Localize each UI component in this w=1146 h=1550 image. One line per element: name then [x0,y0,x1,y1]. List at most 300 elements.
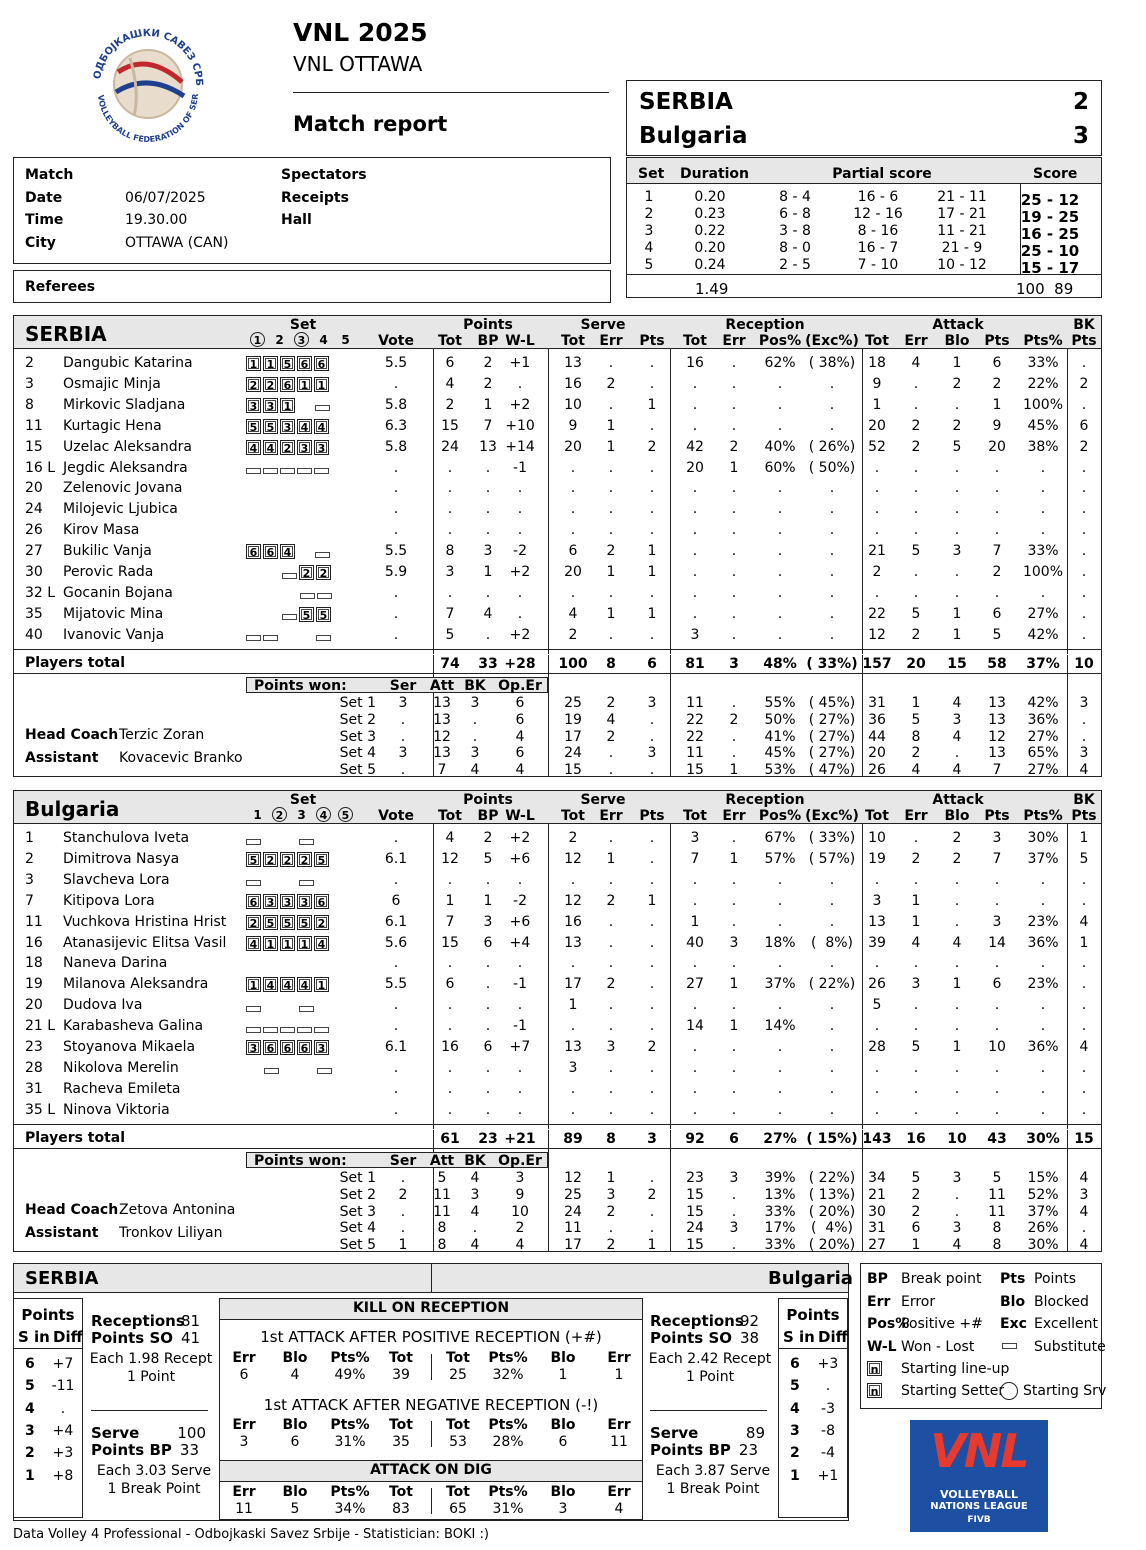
hall-label: Hall [281,212,312,228]
player-stat: 4 [911,934,921,951]
attack-col-header: Blo [550,1417,576,1433]
player-stat: . [731,417,737,434]
set-stat: 2 [911,745,921,762]
player-stat: . [913,1080,919,1097]
player-stat: . [692,522,698,539]
substitute-icon [297,468,312,474]
player-stat: +7 [509,1039,531,1055]
total-stat: 23 [478,1131,498,1147]
player-number: 27 [25,543,43,560]
points-won-value: . [400,1220,406,1237]
attack-group-header: Attack [932,317,984,333]
player-bk: . [1081,1080,1087,1097]
player-number: 35 L [25,1101,56,1118]
receptions-value: 92 [740,1312,760,1330]
player-name: Perovic Rada [63,564,154,580]
set-stat: 45% [764,745,796,762]
player-stat: . [777,396,783,413]
substitute-icon [317,593,332,599]
substitute-icon [282,573,297,579]
rotation-number: 6 [25,1356,35,1372]
player-bk: 5 [1079,850,1089,867]
player-stat: 14% [764,1018,796,1035]
attack-value: 6 [290,1434,300,1450]
column-header: Pts [984,333,1010,349]
starting-position-box: 3 [280,894,295,909]
player-stat: +10 [505,417,535,434]
set-score: 15 - 17 [1020,259,1080,277]
set-stat: 31 [868,1220,886,1237]
player-stat: -1 [513,976,527,993]
set-stat: . [731,1186,737,1203]
player-number: 40 [25,626,43,643]
player-stat: 6 [992,976,1002,993]
player-stat: 3 [911,976,921,993]
column-header: Err [904,808,928,824]
player-stat: . [731,997,737,1014]
column-header: Blo [944,333,970,349]
substitute-icon [280,1027,295,1033]
player-stat: . [608,480,614,497]
player-stat: . [954,892,960,909]
attack-col-header: Pts% [330,1417,370,1433]
player-stat: . [570,459,576,476]
player-stat: . [777,480,783,497]
partial-col-header: Partial score [832,166,932,182]
player-stat: ( 57%) [808,850,856,867]
divider [13,673,1102,674]
player-vote: . [393,605,399,622]
set-stat: 4 [952,1237,962,1254]
player-vote: 6.1 [384,850,408,867]
set-duration: 0.20 [694,189,726,205]
player-stat: . [570,584,576,601]
player-stat: 4 [445,830,455,846]
set-stat: 24 [564,1203,582,1220]
svg-text:VOLLEYBALL FEDERATION OF SERBI: VOLLEYBALL FEDERATION OF SER [96,93,201,145]
player-stat: . [649,830,655,846]
legend-desc: Won - Lost [901,1339,975,1355]
starting-position-box: 6 [263,1040,278,1055]
player-stat: . [954,584,960,601]
column-header: (Exc%) [805,808,859,824]
player-stat: 6 [568,543,578,560]
player-stat: . [517,480,523,497]
set-stat: 36% [1027,711,1059,728]
player-stat: 20 [868,417,886,434]
player-stat: . [731,1101,737,1118]
divider [91,1410,208,1411]
player-stat: 14 [988,934,1006,951]
player-stat: +6 [509,850,531,867]
set-stat: 2 [647,1186,657,1203]
set-stat: . [731,1237,737,1254]
svg-text:ОДБОЈКАШКИ САВЕЗ СРБИЈЕ: ОДБОЈКАШКИ САВЕЗ СРБ [92,27,205,87]
player-number: 23 [25,1039,43,1055]
starting-position-box: 5 [263,915,278,930]
starting-position-box: 3 [280,419,295,434]
player-vote: 5.6 [384,934,408,951]
column-header: Pos% [758,808,802,824]
player-number: 31 [25,1080,43,1097]
starting-position-box: 1 [280,398,295,413]
player-stat: . [1040,1059,1046,1076]
player-stat: . [777,1080,783,1097]
player-stat: . [829,564,835,580]
player-stat: -1 [513,459,527,476]
partial-score: 7 - 10 [857,257,899,273]
player-stat: . [994,1080,1000,1097]
player-stat: 13 [868,913,886,930]
player-stat: . [913,1059,919,1076]
player-stat: 22 [868,605,886,622]
divider [431,1354,432,1380]
player-stat: 1 [952,355,962,371]
set-stat: ( 4%) [810,1220,854,1237]
player-stat: . [692,396,698,413]
player-stat: -2 [513,892,527,909]
total-bk: 15 [1074,1131,1094,1147]
player-name: Dimitrova Nasya [63,850,180,867]
player-stat: -2 [513,543,527,560]
player-stat: 12 [868,626,886,643]
player-stat: 1 [952,976,962,993]
legend-desc: Positive +# [901,1316,983,1332]
player-number: 11 [25,913,43,930]
player-stat: 3 [445,564,455,580]
legend-key: BP [867,1271,888,1287]
set-stat: 23 [686,1170,704,1186]
set-stat: 24 [686,1220,704,1237]
player-stat: 9 [992,417,1002,434]
column-header: Tot [560,808,586,824]
starting-position-box: 1 [297,377,312,392]
player-stat: 1 [911,913,921,930]
points-won-value: 3 [470,1186,480,1203]
starting-position-box: 6 [314,894,329,909]
starting-position-box: 6 [263,544,278,559]
set-number: 2 [644,206,654,222]
player-stat: . [731,892,737,909]
starting-position-box: 4 [297,419,312,434]
player-number: 3 [25,871,34,888]
player-bk: . [1081,1059,1087,1076]
player-vote: . [393,501,399,518]
date-value: 06/07/2025 [125,190,206,206]
attack-col-header: Tot [388,1350,414,1366]
player-stat: . [692,480,698,497]
player-stat: 21 [868,543,886,560]
starting-position-box: 4 [263,440,278,455]
attack-col-header: Blo [282,1350,308,1366]
player-stat: . [1040,955,1046,972]
player-stat: 16 [686,355,704,371]
partial-score: 16 - 7 [857,240,899,256]
player-stat: . [485,626,491,643]
total-stat: 6 [647,656,657,672]
set-bk: 4 [1079,1203,1089,1220]
player-stat: . [1040,997,1046,1014]
player-stat: 27% [1027,605,1059,622]
column-divider [548,349,549,654]
points-won-value: . [400,1170,406,1186]
player-stat: . [649,871,655,888]
points-won-value: 2 [398,1186,408,1203]
player-stat: . [874,584,880,601]
player-stat: . [994,584,1000,601]
rotation-diff: +3 [817,1356,839,1372]
attack-value: 1 [558,1367,568,1383]
player-stat: 100% [1022,564,1064,580]
set-stat: ( 45%) [808,695,856,711]
player-stat: . [731,564,737,580]
player-stat: . [777,1039,783,1055]
set-stat: 3 [729,1220,739,1237]
player-vote: 6.3 [384,417,408,434]
legend-key: Blo [1000,1294,1026,1310]
points-won-value: 4 [470,1170,480,1186]
total-stat: 20 [906,656,926,672]
set-stat: 11 [988,1186,1006,1203]
player-stat: . [447,1101,453,1118]
player-stat: 1 [606,417,616,434]
total-stat: 16 [906,1131,926,1147]
column-divider [862,824,863,1129]
player-stat: . [994,1018,1000,1035]
points-won-value: . [400,728,406,745]
player-stat: . [692,1059,698,1076]
set-stat: 24 [564,745,582,762]
set-stat: 17 [564,1237,582,1254]
total-stat: 10 [947,1131,967,1147]
set-stat: 11 [564,1220,582,1237]
player-set-lineup [246,1082,336,1101]
player-stat: . [485,480,491,497]
player-set-lineup [246,956,336,975]
player-bk: 1 [1079,934,1089,951]
column-header: Tot [682,333,708,349]
player-stat: 3 [568,1059,578,1076]
player-stat: 12 [441,850,459,867]
starting-position-box: 1 [314,377,329,392]
set-number: 4 [644,240,654,256]
receipts-label: Receipts [281,190,349,206]
player-stat: . [777,955,783,972]
set-stat: 12 [988,728,1006,745]
player-stat: . [1040,480,1046,497]
set-duration: 0.23 [694,206,726,222]
attack-value: 65 [449,1501,467,1517]
player-stat: 2 [952,375,962,392]
player-name: Mijatovic Mina [63,605,164,622]
rotation-diff: +3 [52,1445,74,1462]
divider [13,1124,1102,1125]
player-number: 35 [25,605,43,622]
team-name: SERBIA [25,322,107,346]
player-stat: . [954,997,960,1014]
player-number: 1 [25,830,34,846]
partial-score: 17 - 21 [937,206,987,222]
set-stat: . [954,1186,960,1203]
player-stat: . [649,480,655,497]
player-stat: . [954,564,960,580]
player-bk: . [1081,459,1087,476]
player-stat: . [1040,459,1046,476]
set-stat: 2 [911,1186,921,1203]
points-won-value: 6 [515,745,525,762]
player-set-lineup [246,440,331,459]
player-stat: . [777,1059,783,1076]
starting-position-box: 5 [246,419,261,434]
player-bk: . [1081,355,1087,371]
starting-position-box: 6 [280,377,295,392]
rotation-points-label: Points [786,1306,840,1324]
starting-position-box: 5 [297,915,312,930]
player-stat: . [447,522,453,539]
player-stat: 7 [992,543,1002,560]
player-stat: . [485,997,491,1014]
set-stat: 65% [1027,745,1059,762]
player-vote: . [393,375,399,392]
player-number: 2 [25,355,34,371]
rotation-number: 5 [790,1378,800,1395]
player-vote: 6.1 [384,1039,408,1055]
rotation-diff-label: Diff [818,1328,848,1346]
points-won-value: 3 [398,695,408,711]
time-value: 19.30.00 [125,212,188,228]
attack-col-header: Err [607,1350,631,1366]
player-stat: . [874,1018,880,1035]
points-won-value: 9 [515,1186,525,1203]
points-won-value: 4 [515,762,525,779]
player-stat: +2 [509,626,531,643]
player-stat: 7 [483,417,493,434]
player-stat: . [731,626,737,643]
starting-position-box: 4 [246,936,261,951]
total-stat: 6 [729,1131,739,1147]
legend-desc: Starting Setter [901,1383,1005,1399]
player-set-lineup [246,1019,331,1038]
player-stat: . [829,1039,835,1055]
points-so-label: Points SO [650,1329,732,1347]
player-name: Ninova Viktoria [63,1101,170,1118]
player-vote: . [393,459,399,476]
column-divider [1067,349,1068,654]
player-stat: +2 [509,564,531,580]
player-stat: 1 [483,396,493,413]
player-set-lineup [246,419,331,438]
set-stat: 2 [606,728,616,745]
points-won-col: Op.Er [498,678,542,694]
total-stat: 37% [1026,656,1060,672]
set-stat: . [649,1170,655,1186]
column-header: Err [722,808,746,824]
each-serve-text: Each 3.03 Serve [96,1463,212,1479]
player-stat: . [777,605,783,622]
set-stat: 5 [992,1170,1002,1186]
player-stat: 1 [483,564,493,580]
column-header: Tot [682,808,708,824]
total-bk: 10 [1074,656,1094,672]
substitute-icon [315,552,330,558]
starting-lineup-icon: n [867,1361,882,1376]
starting-position-box: 2 [316,565,331,580]
player-stat: . [570,522,576,539]
player-name: Gocanin Bojana [63,584,173,601]
player-stat: . [777,375,783,392]
player-stat: . [649,850,655,867]
set-number-header [250,332,360,347]
team2-sets: 3 [1072,123,1089,149]
player-stat: . [570,955,576,972]
player-stat: . [447,584,453,601]
reception-group-header: Reception [725,317,805,333]
attack-col-header: Tot [388,1484,414,1500]
player-stat: . [649,1101,655,1118]
title-divider [293,92,609,93]
player-stat: 18 [868,355,886,371]
substitute-icon [264,1068,279,1074]
player-stat: 1 [729,976,739,993]
starting-position-box: 4 [314,419,329,434]
player-stat: . [692,997,698,1014]
points-won-value: 13 [433,711,451,728]
column-header: Vote [378,808,414,824]
substitute-icon [280,468,295,474]
total-stat: +28 [504,656,536,672]
total-points: 100 89 [1016,280,1074,298]
starting-position-box: 6 [314,356,329,371]
player-stat: 1 [568,997,578,1014]
set-bk: 3 [1079,1186,1089,1203]
player-stat: 2 [483,375,493,392]
points-won-value: 2 [515,1220,525,1237]
starting-server-icon [1000,1382,1018,1400]
player-stat: . [649,1080,655,1097]
starting-position-box: 6 [280,1040,295,1055]
set-stat: 4 [952,728,962,745]
total-duration: 1.49 [695,280,729,298]
player-vote: 5.5 [384,543,408,560]
player-stat: . [913,459,919,476]
player-stat: 12 [564,850,582,867]
player-stat: . [692,955,698,972]
player-set-lineup [246,1061,334,1080]
player-bk: . [1081,605,1087,622]
player-bk: . [1081,564,1087,580]
set-stat: 55% [764,695,796,711]
assistant-name: Tronkov Liliyan [119,1225,223,1241]
player-name: Milojevic Ljubica [63,501,178,518]
player-stat: . [829,480,835,497]
team-box [13,315,1102,777]
player-stat: . [692,605,698,622]
set-stat: 11 [686,745,704,762]
player-stat: 2 [445,396,455,413]
player-stat: 36% [1027,1039,1059,1055]
player-name: Kirov Masa [63,522,140,539]
attack-col-header: Pts% [488,1417,528,1433]
player-number: 21 L [25,1018,56,1035]
rotation-number: 1 [25,1467,35,1484]
set-number: 5 [644,257,654,273]
player-stat: . [777,997,783,1014]
serve-point-text: 1 Break Point [666,1481,760,1497]
starting-position-box: 4 [263,977,278,992]
player-name: Racheva Emileta [63,1080,181,1097]
player-bk: . [1081,626,1087,643]
set-number-label: 3 [297,808,306,822]
